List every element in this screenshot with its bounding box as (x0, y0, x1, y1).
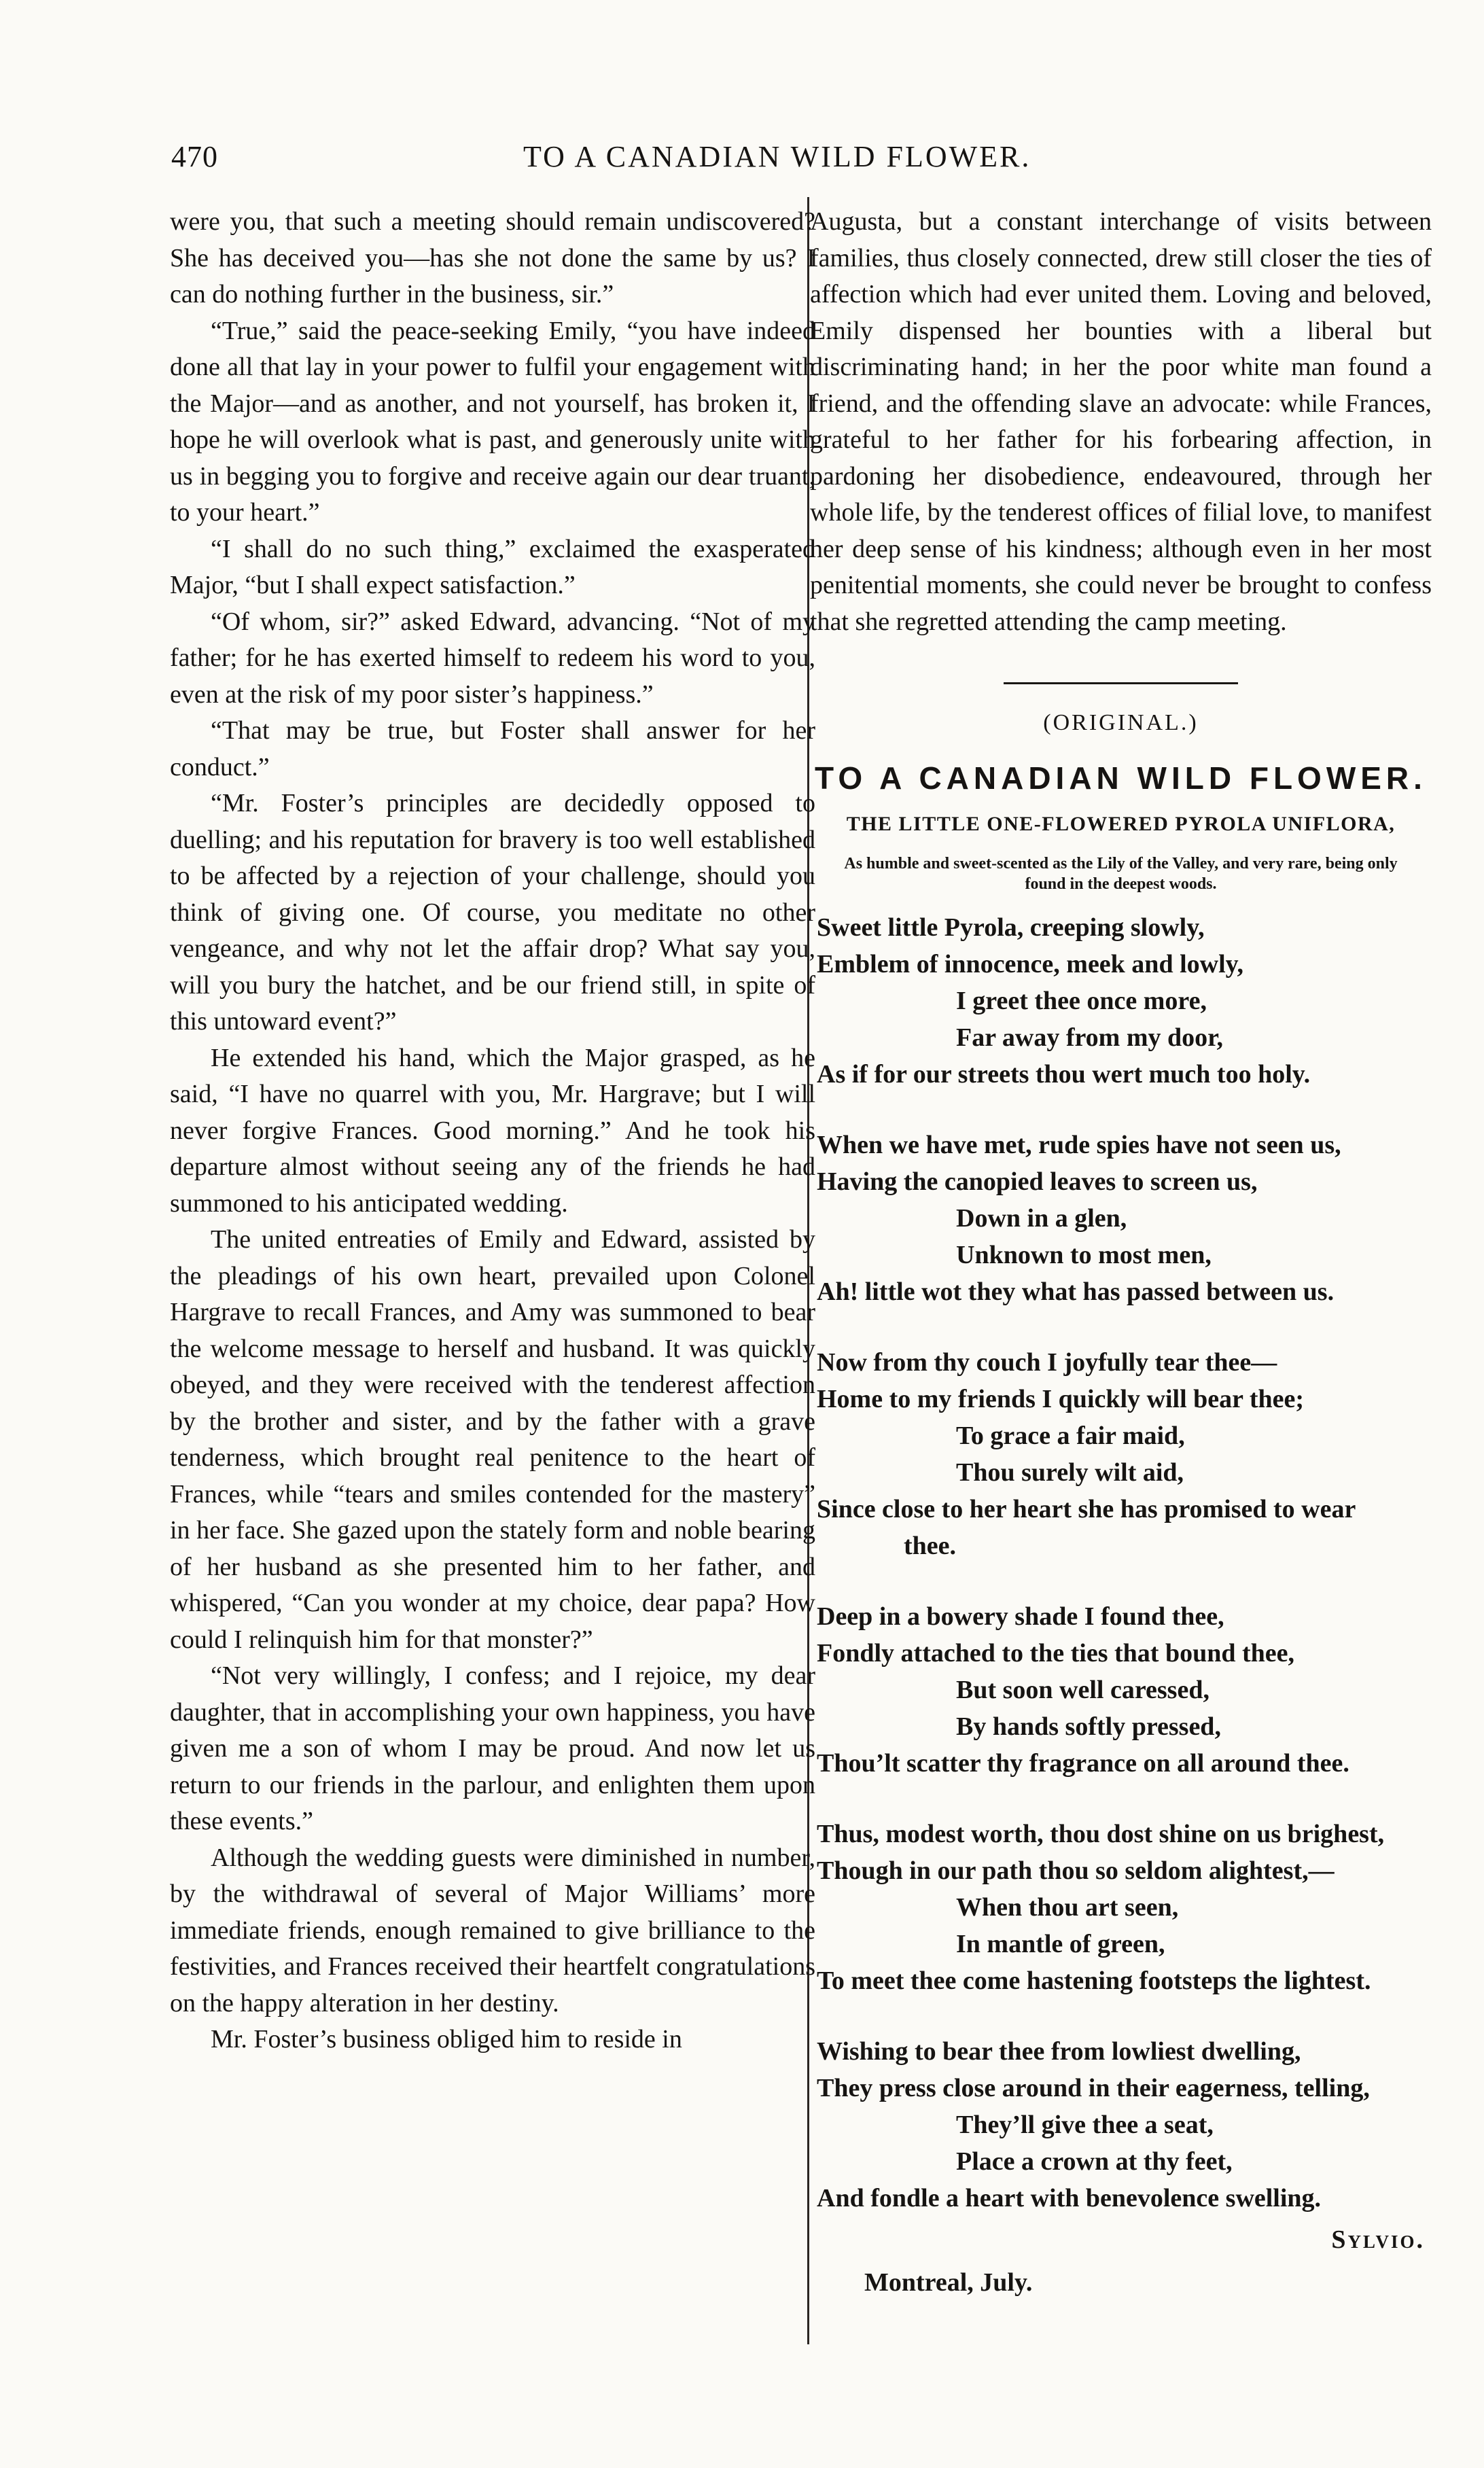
section-divider (1004, 682, 1238, 684)
poem-line: Now from thy couch I joyfully tear thee— (817, 1347, 1277, 1377)
poem-line: As if for our streets thou wert much too holy. (817, 1059, 1311, 1089)
poem-line: Thus, modest worth, thou dost shine on us brighest, (817, 1819, 1385, 1848)
poem-line: But soon well caressed, (956, 1675, 1209, 1704)
poem-line: Having the canopied leaves to screen us, (817, 1167, 1258, 1196)
poem-line: Far away from my door, (956, 1023, 1223, 1052)
poem-line: Since close to her heart she has promised to wear (817, 1494, 1356, 1523)
prose-paragraph: Mr. Foster’s business obliged him to reside in (211, 2025, 682, 2053)
prose-paragraph: “I shall do no such thing,” exclaimed the exasperated Major, “but I shall expect satisfaction.” (170, 534, 815, 599)
poem-stanzas (810, 909, 1432, 2217)
poem-line: Fondly attached to the ties that bound thee, (817, 1638, 1295, 1668)
original-label: (ORIGINAL.) (1043, 710, 1199, 735)
right-column (810, 204, 1432, 2302)
poem-line: And fondle a heart with benevolence swelling. (817, 2183, 1322, 2213)
poem-epigraph: As humble and sweet-scented as the Lily of the Valley, and very rare, being only found in the deepest woods. (844, 854, 1398, 893)
poem-stanza (817, 2033, 1432, 2217)
poem-subtitle: THE LITTLE ONE-FLOWERED PYROLA UNIFLORA, (846, 813, 1396, 835)
poem-line: thee. (904, 1531, 957, 1560)
poem-line: Down in a glen, (956, 1203, 1127, 1233)
poem-stanza (817, 1127, 1432, 1310)
poem-line: Thou surely wilt aid, (956, 1458, 1184, 1487)
prose-paragraph: “Of whom, sir?” asked Edward, advancing. “Not of my father; for he has exerted himself to redeem his word to you, even at the risk of my poor sister’s happiness.” (170, 607, 815, 709)
prose-paragraph: The united entreaties of Emily and Edward, assisted by the pleadings of his own heart, prevailed upon Colonel Hargrave to recall Frances, and Amy was summoned to bear the welcome message to herself and husband. It was quickly obeyed, and they were received with the tenderest affection by the brother and sister, and by the father with a grave tenderness, which brought real penitence to the heart of Frances, while “tears and smiles contended for the mastery” in her face. She gazed upon the stately form and noble bearing of her husband as she presented him to her father, and whispered, “Can you wonder at my choice, dear papa? How could I relinquish him for that monster?” (170, 1225, 815, 1654)
prose-paragraph: “Not very willingly, I confess; and I rejoice, my dear daughter, that in accomplishing your own happiness, you have given me a son of whom I may be proud. And now let us return to our friends in the parlour, and enlighten them upon these events.” (170, 1661, 815, 1835)
prose-paragraph: Augusta, but a constant interchange of visits between families, thus closely connected, drew still closer the ties of affection which had ever united them. Loving and beloved, Emily dispensed her bounties with a liberal but discriminating hand; in her the poor white man found a friend, and the offending slave an advocate: while Frances, grateful to her father for his forbearing affection, in pardoning her disobedience, endeavoured, through her whole life, by the tenderest offices of filial love, to manifest her deep sense of his kindness; although even in her most penitential moments, she could never be brought to confess that she regretted attending the camp meeting. (810, 207, 1432, 636)
poem-signature: Sylvio. (1331, 2225, 1425, 2254)
left-column (170, 204, 815, 2058)
poem-line: Sweet little Pyrola, creeping slowly, (817, 913, 1205, 942)
prose-paragraph: “That may be true, but Foster shall answer for her conduct.” (170, 716, 815, 781)
poem-line: Emblem of innocence, meek and lowly, (817, 949, 1244, 979)
poem-dateline: Montreal, July. (864, 2268, 1033, 2297)
poem-stanza (817, 1344, 1432, 1564)
prose-paragraph: Although the wedding guests were diminished in number, by the withdrawal of several of Major Williams’ more immediate friends, enough remained to give brilliance to the festivities, and Frances received their heartfelt congratulations on the happy alteration in her destiny. (170, 1843, 815, 2017)
page-number: 470 (171, 140, 218, 173)
poem-stanza (817, 909, 1432, 1093)
prose-paragraph: were you, that such a meeting should remain undiscovered? She has deceived you—has she not done the same by us? I can do nothing further in the business, sir.” (170, 207, 815, 308)
poem-stanza (817, 1816, 1432, 1999)
poem-line: Unknown to most men, (956, 1240, 1212, 1269)
prose-paragraph: “True,” said the peace-seeking Emily, “you have indeed done all that lay in your power to fulfil your engagement with the Major—and as another, and not yourself, has broken it, I hope he will overlook what is past, and generously unite with us in begging you to forgive and receive again our dear truant, to your heart.” (170, 316, 815, 527)
poem-line: In mantle of green, (956, 1929, 1165, 1958)
prose-paragraph: He extended his hand, which the Major grasped, as he said, “I have no quarrel with you, Mr. Hargrave; but I will never forgive Frances. Good morning.” And he took his departure almost without seeing any of the friends he had summoned to his anticipated wedding. (170, 1043, 815, 1218)
page-header (170, 133, 1427, 180)
poem-line: Ah! little wot they what has passed between us. (817, 1277, 1335, 1306)
poem-line: Home to my friends I quickly will bear thee; (817, 1384, 1305, 1413)
poem-line: They press close around in their eagerness, telling, (817, 2073, 1370, 2102)
poem-line: Thou’lt scatter thy fragrance on all around thee. (817, 1748, 1349, 1778)
prose-paragraph: “Mr. Foster’s principles are decidedly opposed to duelling; and his reputation for bravery is too well established to be affected by a rejection of your challenge, should you think of giving one. Of course, you meditate no other vengeance, and why not let the affair drop? What say you, will you bury the hatchet, and be our friend still, in spite of this untoward event?” (170, 789, 815, 1036)
running-title: TO A CANADIAN WILD FLOWER. (523, 140, 1031, 173)
poem-line: Wishing to bear thee from lowliest dwelling, (817, 2037, 1301, 2066)
poem-line: To meet thee come hastening footsteps the lightest. (817, 1966, 1371, 1995)
poem-line: When thou art seen, (956, 1892, 1179, 1922)
poem-line: Place a crown at thy feet, (956, 2147, 1233, 2176)
poem-line: By hands softly pressed, (956, 1712, 1221, 1741)
poem-line: I greet thee once more, (956, 986, 1207, 1015)
poem-line: They’ll give thee a seat, (956, 2110, 1214, 2139)
poem-line: Deep in a bowery shade I found thee, (817, 1602, 1224, 1631)
poem-stanza (817, 1598, 1432, 1782)
poem-line: To grace a fair maid, (956, 1421, 1185, 1450)
poem-line: Though in our path thou so seldom alightest,— (817, 1856, 1335, 1885)
poem-title: TO A CANADIAN WILD FLOWER. (815, 760, 1427, 796)
poem-line: When we have met, rude spies have not seen us, (817, 1130, 1341, 1159)
